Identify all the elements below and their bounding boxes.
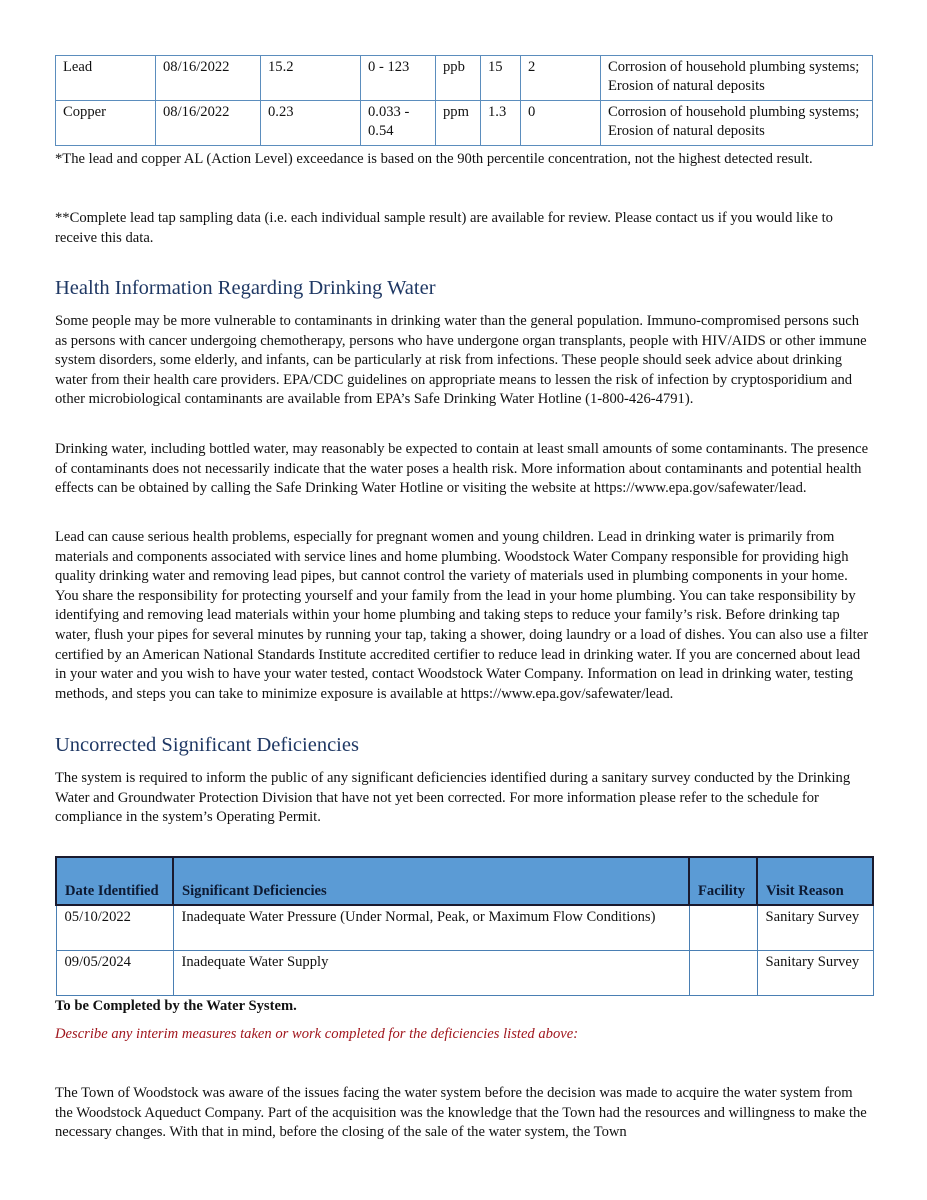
- deficiencies-section-heading: Uncorrected Significant Deficiencies: [55, 734, 359, 756]
- action-level-cell: 1.3: [481, 101, 521, 146]
- header-visit-reason: Visit Reason: [757, 857, 873, 905]
- percentile-cell: 15.2: [261, 56, 361, 101]
- date-cell: 05/10/2022: [56, 905, 173, 951]
- contaminant-cell: Copper: [56, 101, 156, 146]
- lead-paragraph: Lead can cause serious health problems, especially for pregnant women and young children. Lead in drinking water is primarily from materials and components associated with service lines and home plumbing. Woodstock Water Company responsible for providing high quality drinking water and removing lead pipes, but cannot control the variety of materials used in plumbing components in your home. You share the responsibility for protecting yourself and your family from the lead in your home plumbing. You can take responsibility by identifying and removing lead materials within your home plumbing and taking steps to reduce your family’s risk. Before drinking tap water, flush your pipes for several minutes by running your tap, taking a shower, doing laundry or a load of dishes. You can also use a filter certified by an American National Standards Institute accredited certifier to reduce lead in drinking water. If you are concerned about lead in your water and you wish to have your water tested, contact Woodstock Water Company. Information on lead in drinking water, testing methods, and steps you can take to minimize exposure is available at https://www.epa.gov/safewater/lead.: [55, 529, 869, 702]
- interim-measures-response: The Town of Woodstock was aware of the issues facing the water system before the decision was made to acquire the water system from the Woodstock Aqueduct Company. Part of the acquisition was the knowledge that the Town had the resources and willingness to make the necessary changes. With that in mind, before the closing of the sale of the water system, the Town: [55, 1085, 867, 1141]
- table-row: [56, 56, 873, 101]
- contaminant-cell: Lead: [56, 56, 156, 101]
- health-paragraph: Some people may be more vulnerable to contaminants in drinking water than the general population. Immuno-compromised persons such as persons with cancer undergoing chemotherapy, persons who have undergone organ transplants, people with HIV/AIDS or other immune system disorders, some elderly, and infants, can be particularly at risk from infections. These people should seek advice about drinking water from their health care providers. EPA/CDC guidelines on appropriate means to lessen the risk of infection by cryptosporidium and other microbiological contaminants are available from EPA’s Safe Drinking Water Hotline (1-800-426-4791).: [55, 313, 867, 408]
- typical-source-cell: Corrosion of household plumbing systems; Erosion of natural deposits: [601, 101, 873, 146]
- facility-cell: [689, 905, 757, 951]
- deficiencies-intro: The system is required to inform the public of any significant deficiencies identified during a sanitary survey conducted by the Drinking Water and Groundwater Protection Division that have not yet been corrected. For more information please refer to the schedule for compliance in the system’s Operating Permit.: [55, 770, 851, 826]
- table-row: [56, 101, 873, 146]
- sample-date-cell: 08/16/2022: [156, 56, 261, 101]
- percentile-cell: 0.23: [261, 101, 361, 146]
- table-row: [56, 905, 873, 951]
- sample-date-cell: 08/16/2022: [156, 101, 261, 146]
- lead-copper-table: [55, 55, 873, 146]
- action-level-note: *The lead and copper AL (Action Level) exceedance is based on the 90th percentile concentration, not the highest detected result.: [55, 151, 813, 167]
- header-facility: Facility: [689, 857, 757, 905]
- visit-reason-cell: Sanitary Survey: [757, 905, 873, 951]
- table-header-row: [56, 857, 873, 905]
- visit-reason-cell: Sanitary Survey: [757, 951, 873, 996]
- health-section-heading: Health Information Regarding Drinking Water: [55, 277, 436, 299]
- header-date-identified: Date Identified: [56, 857, 173, 905]
- header-significant-deficiencies: Significant Deficiencies: [173, 857, 689, 905]
- health-paragraph: Drinking water, including bottled water, may reasonably be expected to contain at least small amounts of some contaminants. The presence of contaminants does not necessarily indicate that the water poses a health risk. More information about contaminants and potential health effects can be obtained by calling the Safe Drinking Water Hotline or visiting the website at https://www.epa.gov/safewater/lead.: [55, 441, 869, 497]
- unit-cell: ppb: [436, 56, 481, 101]
- sites-over-al-cell: 0: [521, 101, 601, 146]
- sampling-data-note: **Complete lead tap sampling data (i.e. each individual sample result) are available for review. Please contact us if you would like to receive this data.: [55, 210, 833, 246]
- range-cell: 0.033 - 0.54: [361, 101, 436, 146]
- range-cell: 0 - 123: [361, 56, 436, 101]
- deficiency-cell: Inadequate Water Supply: [173, 951, 689, 996]
- typical-source-cell: Corrosion of household plumbing systems; Erosion of natural deposits: [601, 56, 873, 101]
- deficiency-cell: Inadequate Water Pressure (Under Normal, Peak, or Maximum Flow Conditions): [173, 905, 689, 951]
- interim-measures-prompt: Describe any interim measures taken or work completed for the deficiencies listed above:: [55, 1026, 579, 1042]
- completed-by-label: To be Completed by the Water System.: [55, 998, 297, 1014]
- unit-cell: ppm: [436, 101, 481, 146]
- facility-cell: [689, 951, 757, 996]
- deficiencies-table: [55, 856, 874, 996]
- action-level-cell: 15: [481, 56, 521, 101]
- table-row: [56, 951, 873, 996]
- date-cell: 09/05/2024: [56, 951, 173, 996]
- sites-over-al-cell: 2: [521, 56, 601, 101]
